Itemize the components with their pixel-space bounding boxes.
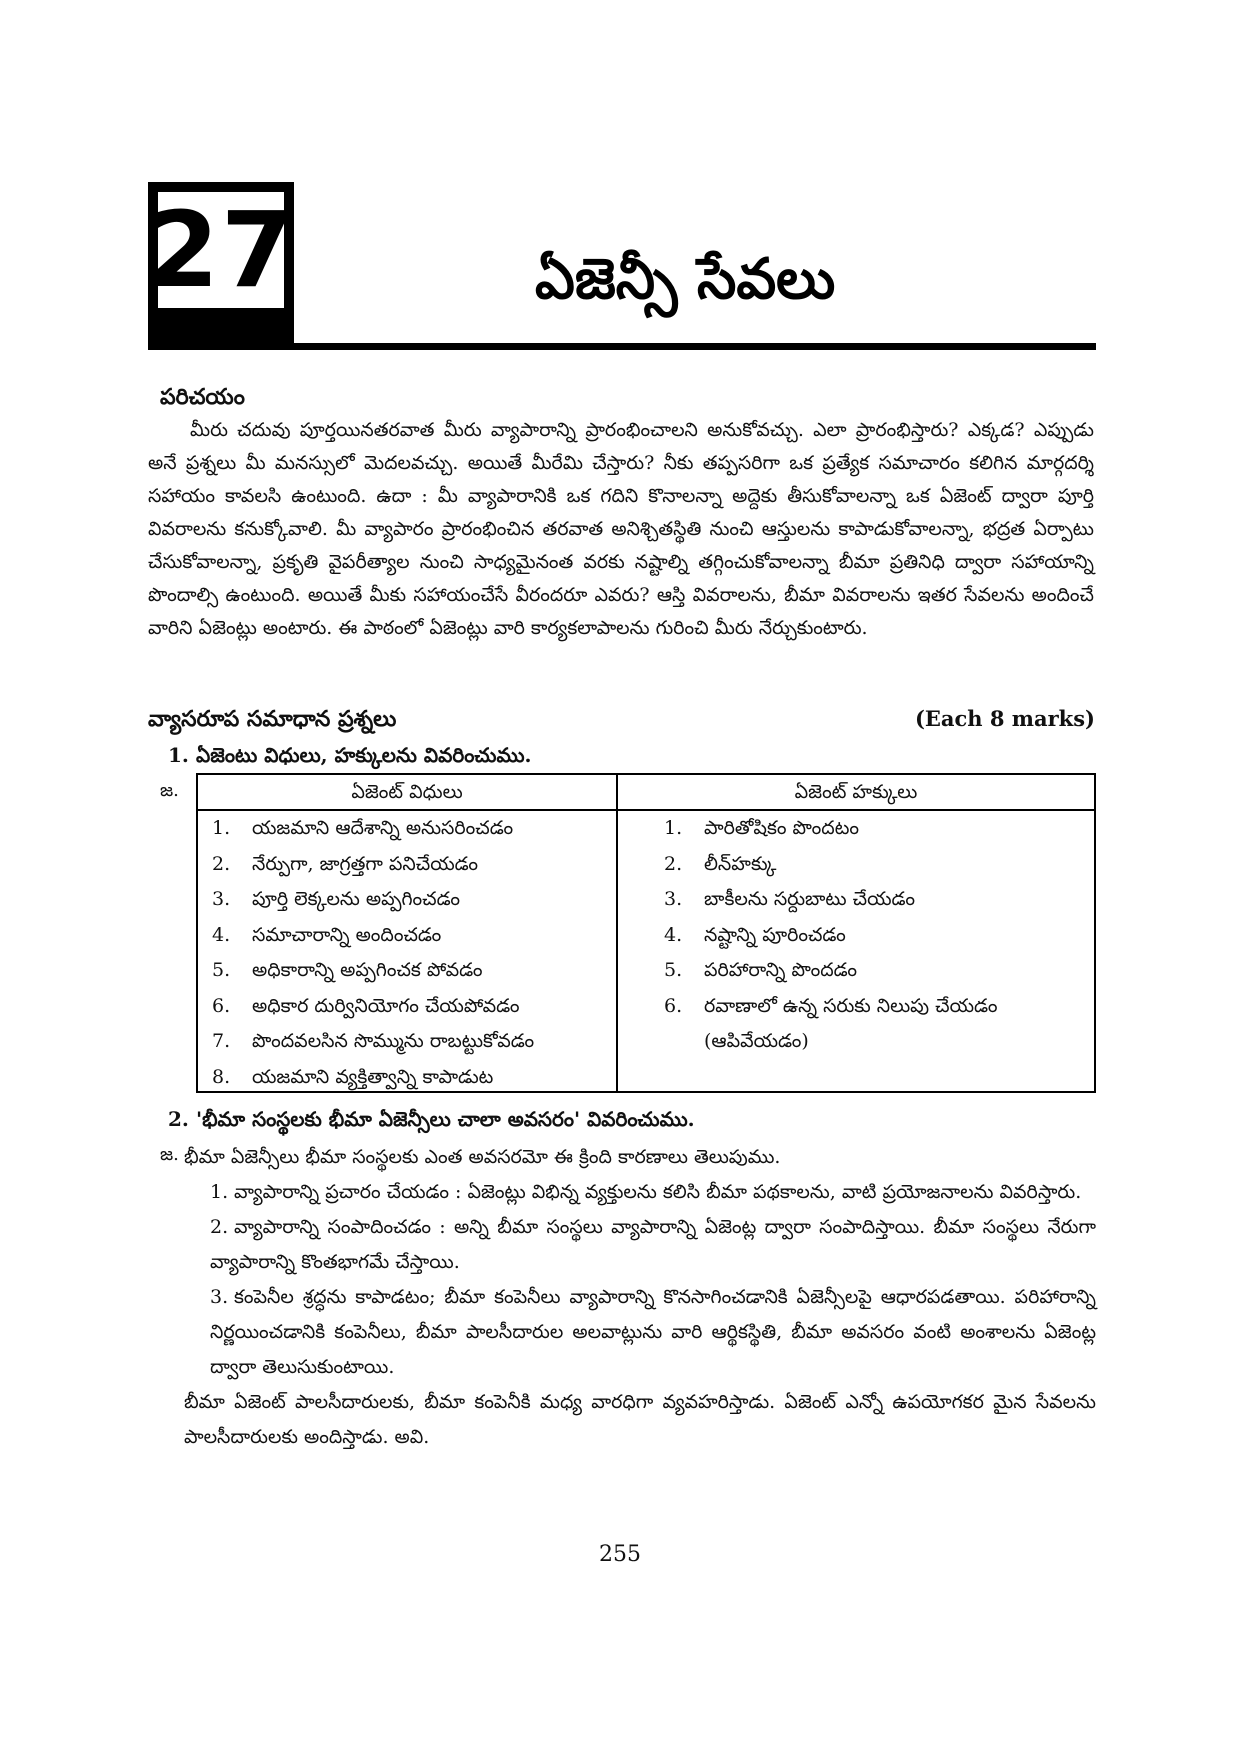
rights-item-number: 5. (664, 959, 683, 981)
page-number: 255 (599, 1542, 641, 1567)
duties-item-number: 1. (212, 817, 231, 839)
table-header-row (198, 775, 1094, 811)
duties-item (212, 811, 612, 847)
section-heading: వ్యాసరూప సమాధాన ప్రశ్నలు (148, 706, 397, 732)
rights-item-number: 2. (664, 852, 683, 875)
table-column-divider (616, 775, 618, 1091)
duties-item-number: 5. (212, 959, 231, 981)
question-1 (168, 740, 532, 770)
answer-2-point (184, 1210, 1096, 1280)
duties-item-text: యజమాని వ్యక్తిత్వాన్ని కాపాడుట (252, 1065, 494, 1088)
duties-item (212, 989, 612, 1025)
chapter-title: ఏజెన్సీ సేవలు (535, 247, 836, 312)
duties-item-text: పూర్తి లెక్కలను అప్పగించడం (252, 888, 461, 910)
rights-item-text: నష్టాన్ని పూరించడం (704, 923, 846, 946)
duties-item-text: అధికారాన్ని అప్పగించక పోవడం (252, 959, 483, 981)
rights-item (664, 953, 1084, 989)
answer-2-point (184, 1175, 1096, 1210)
duties-item-text: సమాచారాన్ని అందించడం (252, 923, 442, 946)
answer-2-closing: బీమా ఏజెంట్ పాలసీదారులకు, బీమా కంపెనీకి మధ్య వారధిగా వ్యవహరిస్తాడు. ఏజెంట్ ఎన్నో ఉపయోగకర మైన సేవలను పాలసీదారులకు అందిస్తాడు. అవి. (184, 1391, 1096, 1448)
duties-item-number: 7. (212, 1030, 231, 1052)
rights-item (664, 882, 1084, 918)
question-1-number: 1. (168, 743, 189, 767)
answer-2 (184, 1140, 1096, 1455)
duties-item (212, 1060, 612, 1096)
rights-item (664, 918, 1084, 954)
duties-item-text: యజమాని ఆదేశాన్ని అనుసరించడం (252, 817, 514, 839)
intro-paragraph-text: మీరు చదువు పూర్తయినతరవాత మీరు వ్యాపారాన్ని ప్రారంభించాలని అనుకోవచ్చు. ఎలా ప్రారంభిస్తారు? ఎక్కడ? ఎప్పుడు అనే ప్రశ్నలు మీ మనస్సులో మెదలవచ్చు. అయితే మీరేమి చేస్తారు? నీకు తప్పసరిగా ఒక ప్రత్యేక సమాచారం కలిగిన మార్గదర్శి సహాయం కావలసి ఉంటుంది. ఉదా : మీ వ్యాపారానికి ఒక గదిని కొనాలన్నా అద్దెకు తీసుకోవాలన్నా ఒక ఏజెంట్ ద్వారా పూర్తి వివరాలను కనుక్కోవాలి. మీ వ్యాపారం ప్రారంభించిన తరవాత అనిశ్చితస్థితి నుంచి ఆస్తులను కాపాడుకోవాలన్నా, భద్రత ఏర్పాటు చేసుకోవాలన్నా, ప్రకృతి వైపరీత్యాల నుంచి సాధ్యమైనంత వరకు నష్టాల్ని తగ్గించుకోవాలన్నా బీమా ప్రతినిధి ద్వారా సహాయాన్ని పొందాల్సి ఉంటుంది. అయితే మీకు సహాయంచేసే వీరందరూ ఎవరు? ఆస్తి వివరాలను, బీమా వివరాలను ఇతర సేవలను అందించే వారిని ఏజెంట్లు అంటారు. ఈ పాఠంలో ఏజెంట్లు వారి కార్యకలాపాలను గురించి మీరు నేర్చుకుంటారు. (148, 419, 1094, 639)
rights-item-number: 1. (664, 817, 683, 839)
question-1-text: ఏజెంటు విధులు, హక్కులను వివరించుము. (196, 743, 532, 767)
question-2-number: 2. (168, 1107, 189, 1131)
duties-item-number: 2. (212, 852, 231, 875)
rights-item-text: పరిహారాన్ని పొందడం (704, 959, 858, 981)
chapter-header-rule (148, 343, 1096, 350)
rights-item-text: పారితోషికం పొందటం (704, 817, 860, 839)
answer-1-mark: జ. (160, 780, 179, 801)
table-header-rights: ఏజెంట్ హక్కులు (794, 781, 918, 803)
question-2-text: 'భీమా సంస్థలకు భీమా ఏజెన్సీలు చాలా అవసరం' వివరించుము. (196, 1107, 695, 1131)
answer-2-intro: భీమా ఏజెన్సీలు భీమా సంస్థలకు ఎంత అవసరమో ఈ క్రింది కారణాలు తెలుపుము. (184, 1146, 781, 1168)
question-2 (168, 1104, 695, 1134)
rights-item-text: లీన్‌హక్కు (704, 852, 777, 875)
duties-item-number: 4. (212, 923, 231, 946)
duties-item (212, 918, 612, 954)
rights-item (664, 847, 1084, 883)
chapter-number-box-inner (146, 189, 296, 311)
rights-item-text: రవాణాలో ఉన్న సరుకు నిలుపు చేయడం (704, 994, 998, 1017)
chapter-number-box (148, 182, 294, 350)
duties-item-number: 3. (212, 888, 231, 910)
marks-note: (Each 8 marks) (914, 706, 1095, 731)
answer-2-point (184, 1280, 1096, 1385)
duties-item-number: 8. (212, 1065, 231, 1088)
rights-item-text: బాకీలను సర్దుబాటు చేయడం (704, 888, 915, 910)
duties-item (212, 882, 612, 918)
answer-2-point-text: వ్యాపారాన్ని ప్రచారం చేయడం : ఏజెంట్లు విభిన్న వ్యక్తులను కలిసి బీమా పథకాలను, వాటి ప్రయోజనాలను వివరిస్తారు. (234, 1181, 1082, 1203)
rights-item (664, 989, 1084, 1025)
rights-item-text: (ఆపివేయడం) (704, 1030, 809, 1052)
rights-item-number: 4. (664, 923, 683, 946)
answer-2-point-text: కంపెనీల శ్రద్ధను కాపాడటం; బీమా కంపెనీలు వ్యాపారాన్ని కొనసాగించడానికి ఏజెన్సీలపై ఆధారపడతాయి. పరిహారాన్ని నిర్ణయించడానికి కంపెనీలు, బీమా పాలసీదారుల అలవాట్లును వారి ఆర్థికస్థితి, బీమా అవసరం వంటి అంశాలను ఏజెంట్ల ద్వారా తెలుసుకుంటాయి. (210, 1286, 1096, 1378)
duties-item (212, 847, 612, 883)
answer-2-point-number: 3. (210, 1286, 229, 1308)
table-header-duties: ఏజెంట్ విధులు (351, 781, 463, 803)
intro-heading: పరిచయం (160, 384, 245, 410)
duties-list (212, 811, 612, 1095)
agent-duties-rights-table (196, 773, 1096, 1093)
duties-item (212, 1024, 612, 1060)
rights-item (664, 1024, 1084, 1060)
answer-2-point-number: 2. (210, 1216, 229, 1238)
answer-2-point-number: 1. (210, 1181, 229, 1203)
answer-2-point-text: వ్యాపారాన్ని సంపాదించడం : అన్ని బీమా సంస్థలు వ్యాపారాన్ని ఏజెంట్ల ద్వారా సంపాదిస్తాయి. బీమా సంస్థలు నేరుగా వ్యాపారాన్ని కొంతభాగమే చేస్తాయి. (210, 1216, 1096, 1273)
rights-item-number: 3. (664, 888, 683, 910)
duties-item-number: 6. (212, 994, 231, 1017)
intro-paragraph (148, 414, 1094, 645)
duties-item-text: పొందవలసిన సొమ్మును రాబట్టుకోవడం (252, 1030, 535, 1052)
duties-item-text: అధికార దుర్వినియోగం చేయపోవడం (252, 994, 520, 1017)
rights-item-number: 6. (664, 994, 683, 1017)
answer-2-points (184, 1175, 1096, 1385)
answer-2-mark: జ. (160, 1144, 179, 1165)
duties-item (212, 953, 612, 989)
rights-item (664, 811, 1084, 847)
rights-list (664, 811, 1084, 1060)
chapter-number: 27 (146, 189, 296, 311)
duties-item-text: నేర్పుగా, జాగ్రత్తగా పనిచేయడం (252, 852, 479, 875)
